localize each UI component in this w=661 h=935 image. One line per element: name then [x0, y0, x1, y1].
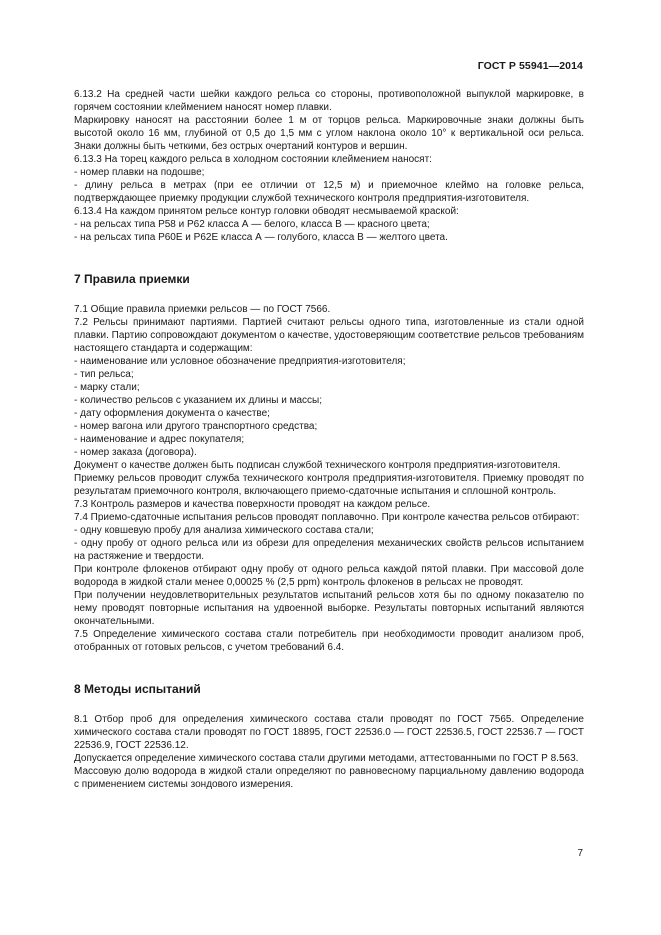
- page-number: 7: [577, 848, 583, 859]
- paragraph: Приемку рельсов проводит служба технического контроля предприятия-изготовителя. Приемку проводят по результатам приемочного контроля, включающего приемо-сдаточные испытания и сплошной контроль.: [74, 473, 584, 497]
- list-item: - марку стали;: [74, 382, 140, 393]
- paragraph: 7.4 Приемо-сдаточные испытания рельсов проводят поплавочно. При контроле качества рельсов отбирают:: [74, 512, 580, 523]
- paragraph: 8.1 Отбор проб для определения химического состава стали проводят по ГОСТ 7565. Определение химического состава стали проводят по ГОСТ 18895, ГОСТ 22536.0 — ГОСТ 22536.5, ГОСТ 22536.7 — ГОСТ 22536.9, ГОСТ 22536.12.: [74, 714, 584, 751]
- paragraph: Документ о качестве должен быть подписан службой технического контроля предприятия-изготовителя.: [74, 460, 561, 471]
- list-item: - на рельсах типа Р58 и Р62 класса А — белого, класса В — красного цвета;: [74, 219, 430, 230]
- list-item: - номер плавки на подошве;: [74, 167, 205, 178]
- list-item: - номер вагона или другого транспортного средства;: [74, 421, 318, 432]
- paragraph: 7.5 Определение химического состава стали потребитель при необходимости проводит анализом проб, отобранных от готовых рельсов, с учетом требований 6.4.: [74, 629, 584, 653]
- list-item: - дату оформления документа о качестве;: [74, 408, 270, 419]
- list-item: - наименование и адрес покупателя;: [74, 434, 245, 445]
- paragraph: Маркировку наносят на расстоянии более 1 м от торцов рельса. Маркировочные знаки должны быть высотой около 16 мм, глубиной от 0,5 до 1,5 мм с углом наклона около 10° к вертикальной оси рельса. Знаки должны быть четкими, без острых очертаний контуров и вершин.: [74, 115, 584, 152]
- paragraph: 6.13.3 На торец каждого рельса в холодном состоянии клеймением наносят:: [74, 154, 432, 165]
- section-7-title: 7 Правила приемки: [74, 272, 190, 286]
- list-item: - длину рельса в метрах (при ее отличии от 12,5 м) и приемочное клеймо на головке рельса, подтверждающее приемку продукции службой технического контроля предприятия-изготовителя.: [74, 180, 584, 204]
- section-6-13-block: [74, 88, 584, 244]
- paragraph: При получении неудовлетворительных результатов испытаний рельсов хотя бы по одному показателю по нему проводят повторные испытания на удвоенной выборке. Результаты повторных испытаний являются окончательными.: [74, 590, 584, 627]
- section-7-body: [74, 303, 584, 654]
- list-item: - количество рельсов с указанием их длины и массы;: [74, 395, 323, 406]
- paragraph: 7.1 Общие правила приемки рельсов — по ГОСТ 7566.: [74, 304, 331, 315]
- paragraph: Массовую долю водорода в жидкой стали определяют по равновесному парциальному давлению водорода с применением системы зондового измерения.: [74, 766, 584, 790]
- document-body: [74, 88, 584, 791]
- section-8-body: [74, 713, 584, 791]
- paragraph: При контроле флокенов отбирают одну пробу от одного рельса каждой пятой плавки. При массовой доле водорода в жидкой стали менее 0,00025 % (2,5 ppm) контроль флокенов в рельсах не проводят.: [74, 564, 584, 588]
- list-item: - одну ковшевую пробу для анализа химического состава стали;: [74, 525, 374, 536]
- list-item: - одну пробу от одного рельса или из обрези для определения механических свойств рельсов испытанием на растяжение и твердости.: [74, 538, 584, 562]
- document-code-header: ГОСТ Р 55941—2014: [477, 60, 583, 72]
- paragraph: 6.13.2 На средней части шейки каждого рельса со стороны, противоположной выпуклой маркировке, в горячем состоянии клеймением наносят номер плавки.: [74, 89, 584, 113]
- section-8-title: 8 Методы испытаний: [74, 682, 201, 696]
- paragraph: 7.3 Контроль размеров и качества поверхности проводят на каждом рельсе.: [74, 499, 431, 510]
- paragraph: 7.2 Рельсы принимают партиями. Партией считают рельсы одного типа, изготовленные из стали одной плавки. Партию сопровождают документом о качестве, удостоверяющим соответствие рельсов требованиям настоящего стандарта и содержащим:: [74, 317, 584, 354]
- paragraph: Допускается определение химического состава стали другими методами, аттестованными по ГОСТ Р 8.563.: [74, 753, 579, 764]
- list-item: - тип рельса;: [74, 369, 134, 380]
- list-item: - на рельсах типа Р60Е и Р62Е класса А — голубого, класса В — желтого цвета.: [74, 232, 448, 243]
- list-item: - наименование или условное обозначение предприятия-изготовителя;: [74, 356, 406, 367]
- list-item: - номер заказа (договора).: [74, 447, 197, 458]
- paragraph: 6.13.4 На каждом принятом рельсе контур головки обводят несмываемой краской:: [74, 206, 459, 217]
